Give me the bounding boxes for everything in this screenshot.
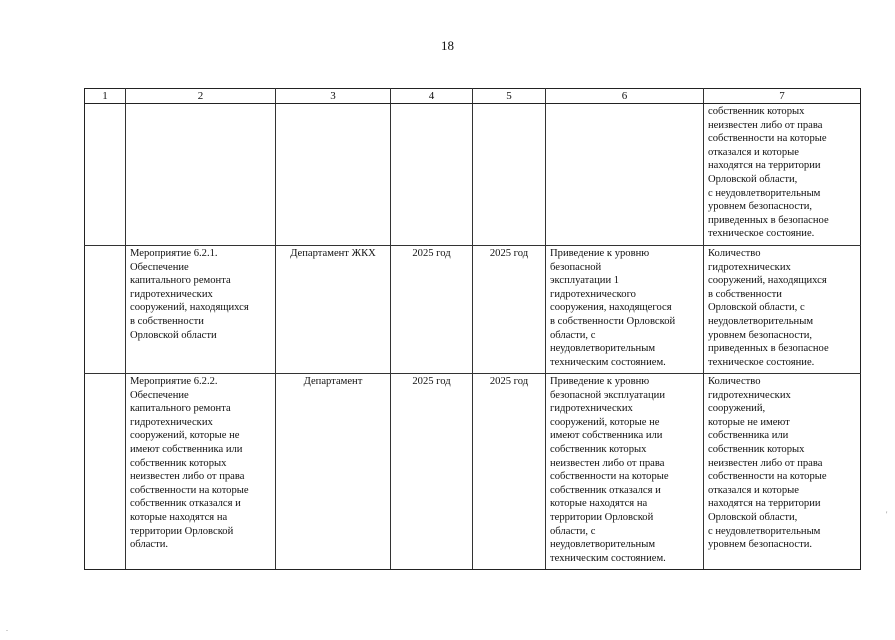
cell-measure (126, 104, 276, 246)
cell-indicator: Количество гидротехнических сооружений, которые не имеют собственника или собственник которых неизвестен либо от права собственности на которые отказался и которые находятся на территории Орловской области, с неудовлетворительным уровнем безопасности. (704, 374, 861, 570)
header-col-1: 1 (85, 89, 126, 104)
header-col-6: 6 (546, 89, 704, 104)
cell-result: Приведение к уровню безопасной эксплуатации 1 гидротехнического сооружения, находящегося в собственности Орловской области, с неудовлетворительным техническим состоянием. (546, 246, 704, 374)
table-header-row (85, 89, 861, 104)
cell-number (85, 104, 126, 246)
cell-executor (276, 104, 391, 246)
cell-executor: Департамент (276, 374, 391, 570)
cell-number (85, 374, 126, 570)
scan-mark: ' (886, 510, 888, 519)
cell-start: 2025 год (391, 374, 473, 570)
cell-start: 2025 год (391, 246, 473, 374)
header-col-4: 4 (391, 89, 473, 104)
header-col-7: 7 (704, 89, 861, 104)
cell-number (85, 246, 126, 374)
cell-start (391, 104, 473, 246)
header-col-5: 5 (473, 89, 546, 104)
cell-end (473, 104, 546, 246)
cell-end: 2025 год (473, 246, 546, 374)
cell-result (546, 104, 704, 246)
header-col-2: 2 (126, 89, 276, 104)
table-row (85, 246, 861, 374)
cell-end: 2025 год (473, 374, 546, 570)
table-row (85, 104, 861, 246)
page-number: 18 (441, 38, 454, 53)
cell-measure: Мероприятие 6.2.1. Обеспечение капитального ремонта гидротехнических сооружений, находящихся в собственности Орловской области (126, 246, 276, 374)
scan-mark: . (6, 624, 8, 633)
cell-indicator: Количество гидротехнических сооружений, находящихся в собственности Орловской области, с неудовлетворительным уровнем безопасности, приведенных в безопасное техническое состояние. (704, 246, 861, 374)
header-col-3: 3 (276, 89, 391, 104)
table-row (85, 374, 861, 570)
cell-executor: Департамент ЖКХ (276, 246, 391, 374)
cell-indicator: собственник которых неизвестен либо от права собственности на которые отказался и которые находятся на территории Орловской области, с неудовлетворительным уровнем безопасности, приведенных в безопасное техническое состояние. (704, 104, 861, 246)
measures-table (84, 88, 861, 570)
cell-measure: Мероприятие 6.2.2. Обеспечение капитального ремонта гидротехнических сооружений, которые не имеют собственника или собственник которых неизвестен либо от права собственности на которые собственник отказался и которые находятся на территории Орловской области. (126, 374, 276, 570)
cell-result: Приведение к уровню безопасной эксплуатации гидротехнических сооружений, которые не имеют собственника или собственник которых неизвестен либо от права собственности на которые собственник отказался и которые находятся на территории Орловской области, с неудовлетворительным техническим состоянием. (546, 374, 704, 570)
